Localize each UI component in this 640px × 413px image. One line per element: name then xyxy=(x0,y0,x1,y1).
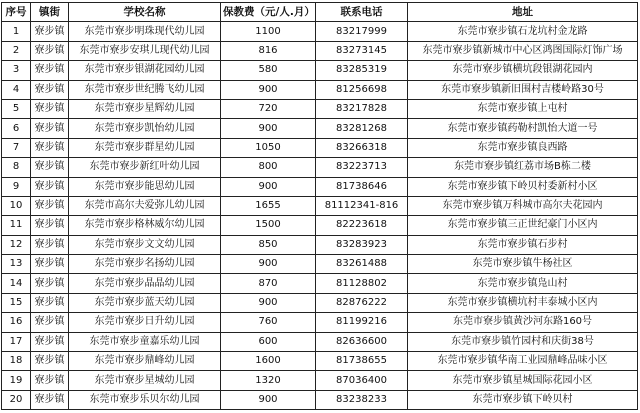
cell-index: 20 xyxy=(2,390,31,409)
table-row xyxy=(2,235,638,254)
cell-phone: 83217828 xyxy=(316,99,408,118)
cell-school-name: 东莞市寮步安琪儿现代幼儿园 xyxy=(69,41,221,60)
cell-address: 东莞市寮步镇下岭贝村委新村小区 xyxy=(408,177,638,196)
cell-address: 东莞市寮步镇横坑村丰泰城小区内 xyxy=(408,293,638,312)
table-row xyxy=(2,196,638,215)
table-row xyxy=(2,313,638,332)
cell-town: 寮步镇 xyxy=(31,313,69,332)
cell-school-name: 东莞市寮步新红叶幼儿园 xyxy=(69,158,221,177)
cell-school-name: 东莞市寮步星城幼儿园 xyxy=(69,371,221,390)
cell-address: 东莞市寮步镇黄沙河东路160号 xyxy=(408,313,638,332)
cell-school-name: 东莞市寮步文文幼儿园 xyxy=(69,235,221,254)
kindergarten-fee-table xyxy=(1,2,638,410)
cell-school-name: 东莞市寮步日升幼儿园 xyxy=(69,313,221,332)
cell-school-name: 东莞市寮步群星幼儿园 xyxy=(69,138,221,157)
cell-town: 寮步镇 xyxy=(31,158,69,177)
cell-fee: 600 xyxy=(221,332,316,351)
cell-index: 12 xyxy=(2,235,31,254)
cell-index: 10 xyxy=(2,196,31,215)
cell-fee: 1320 xyxy=(221,371,316,390)
cell-index: 15 xyxy=(2,293,31,312)
cell-town: 寮步镇 xyxy=(31,22,69,41)
cell-fee: 1600 xyxy=(221,352,316,371)
cell-town: 寮步镇 xyxy=(31,293,69,312)
cell-school-name: 东莞市寮步凯怡幼儿园 xyxy=(69,119,221,138)
table-row xyxy=(2,390,638,409)
cell-fee: 900 xyxy=(221,293,316,312)
table-row xyxy=(2,138,638,157)
cell-address: 东莞市寮步镇华南工业园鼎峰品味小区 xyxy=(408,352,638,371)
cell-fee: 1655 xyxy=(221,196,316,215)
cell-address: 东莞市寮步镇下岭贝村 xyxy=(408,390,638,409)
cell-school-name: 东莞市寮步蓝天幼儿园 xyxy=(69,293,221,312)
header-phone: 联系电话 xyxy=(316,3,408,22)
cell-school-name: 东莞市寮步鼎峰幼儿园 xyxy=(69,352,221,371)
table-row xyxy=(2,80,638,99)
cell-index: 8 xyxy=(2,158,31,177)
cell-school-name: 东莞市寮步世纪腾飞幼儿园 xyxy=(69,80,221,99)
cell-town: 寮步镇 xyxy=(31,235,69,254)
cell-fee: 850 xyxy=(221,235,316,254)
cell-phone: 81128802 xyxy=(316,274,408,293)
cell-address: 东莞市寮步镇红荔市场B栋二楼 xyxy=(408,158,638,177)
cell-address: 东莞市寮步镇新城市中心区鸿图国际灯饰广场 xyxy=(408,41,638,60)
cell-address: 东莞市寮步镇凫山村 xyxy=(408,274,638,293)
cell-school-name: 东莞市寮步乐贝尔幼儿园 xyxy=(69,390,221,409)
cell-address: 东莞市寮步镇三正世纪豪门小区内 xyxy=(408,216,638,235)
cell-school-name: 东莞市寮步星辉幼儿园 xyxy=(69,99,221,118)
cell-school-name: 东莞市寮步童嘉乐幼儿园 xyxy=(69,332,221,351)
cell-school-name: 东莞市寮步格林威尔幼儿园 xyxy=(69,216,221,235)
cell-town: 寮步镇 xyxy=(31,41,69,60)
cell-index: 5 xyxy=(2,99,31,118)
cell-phone: 81112341-816 xyxy=(316,196,408,215)
cell-index: 1 xyxy=(2,22,31,41)
cell-phone: 83273145 xyxy=(316,41,408,60)
cell-town: 寮步镇 xyxy=(31,138,69,157)
table-row xyxy=(2,274,638,293)
cell-fee: 760 xyxy=(221,313,316,332)
cell-index: 7 xyxy=(2,138,31,157)
cell-phone: 83217999 xyxy=(316,22,408,41)
table-row xyxy=(2,99,638,118)
table-row xyxy=(2,371,638,390)
cell-phone: 87036400 xyxy=(316,371,408,390)
table-row xyxy=(2,158,638,177)
cell-fee: 900 xyxy=(221,390,316,409)
table-row xyxy=(2,352,638,371)
cell-school-name: 东莞市寮步银湖花园幼儿园 xyxy=(69,61,221,80)
cell-fee: 1100 xyxy=(221,22,316,41)
table-row xyxy=(2,22,638,41)
cell-index: 3 xyxy=(2,61,31,80)
cell-fee: 580 xyxy=(221,61,316,80)
cell-phone: 83261488 xyxy=(316,255,408,274)
cell-phone: 82636600 xyxy=(316,332,408,351)
cell-index: 17 xyxy=(2,332,31,351)
cell-index: 11 xyxy=(2,216,31,235)
table-row xyxy=(2,293,638,312)
cell-index: 9 xyxy=(2,177,31,196)
cell-phone: 81738655 xyxy=(316,352,408,371)
cell-fee: 870 xyxy=(221,274,316,293)
cell-index: 18 xyxy=(2,352,31,371)
cell-address: 东莞市寮步镇药勒村凯怡大道一号 xyxy=(408,119,638,138)
cell-phone: 83238233 xyxy=(316,390,408,409)
cell-phone: 81738646 xyxy=(316,177,408,196)
cell-phone: 83266318 xyxy=(316,138,408,157)
cell-index: 16 xyxy=(2,313,31,332)
cell-town: 寮步镇 xyxy=(31,332,69,351)
cell-town: 寮步镇 xyxy=(31,371,69,390)
header-fee: 保教费（元/人.月） xyxy=(221,3,316,22)
cell-fee: 1050 xyxy=(221,138,316,157)
table-row xyxy=(2,332,638,351)
cell-phone: 81256698 xyxy=(316,80,408,99)
cell-town: 寮步镇 xyxy=(31,255,69,274)
cell-index: 14 xyxy=(2,274,31,293)
table-row xyxy=(2,119,638,138)
header-town: 镇街 xyxy=(31,3,69,22)
cell-fee: 720 xyxy=(221,99,316,118)
cell-town: 寮步镇 xyxy=(31,352,69,371)
cell-fee: 900 xyxy=(221,119,316,138)
cell-town: 寮步镇 xyxy=(31,216,69,235)
cell-phone: 83285319 xyxy=(316,61,408,80)
header-index: 序号 xyxy=(2,3,31,22)
cell-school-name: 东莞市高尔夫爱弥儿幼儿园 xyxy=(69,196,221,215)
cell-address: 东莞市寮步镇竹园村和庆街38号 xyxy=(408,332,638,351)
header-row xyxy=(2,3,638,22)
header-address: 地址 xyxy=(408,3,638,22)
cell-address: 东莞市寮步镇新旧围村吉楼岭路30号 xyxy=(408,80,638,99)
cell-school-name: 东莞市寮步明珠现代幼儿园 xyxy=(69,22,221,41)
cell-town: 寮步镇 xyxy=(31,80,69,99)
cell-index: 13 xyxy=(2,255,31,274)
cell-phone: 83281268 xyxy=(316,119,408,138)
cell-fee: 816 xyxy=(221,41,316,60)
cell-phone: 82223618 xyxy=(316,216,408,235)
cell-address: 东莞市寮步镇石步村 xyxy=(408,235,638,254)
cell-town: 寮步镇 xyxy=(31,177,69,196)
cell-phone: 83223713 xyxy=(316,158,408,177)
cell-fee: 1500 xyxy=(221,216,316,235)
header-school-name: 学校名称 xyxy=(69,3,221,22)
cell-town: 寮步镇 xyxy=(31,61,69,80)
cell-address: 东莞市寮步镇良西路 xyxy=(408,138,638,157)
cell-address: 东莞市寮步镇星城国际花园小区 xyxy=(408,371,638,390)
table-body xyxy=(2,22,638,410)
cell-index: 6 xyxy=(2,119,31,138)
table-row xyxy=(2,41,638,60)
cell-fee: 800 xyxy=(221,158,316,177)
cell-index: 2 xyxy=(2,41,31,60)
table-row xyxy=(2,216,638,235)
cell-address: 东莞市寮步镇牛杨社区 xyxy=(408,255,638,274)
cell-index: 19 xyxy=(2,371,31,390)
cell-address: 东莞市寮步镇横坑段银湖花园内 xyxy=(408,61,638,80)
cell-fee: 900 xyxy=(221,80,316,99)
cell-address: 东莞市寮步镇万科城市高尔夫花园内 xyxy=(408,196,638,215)
cell-school-name: 东莞市寮步能思幼儿园 xyxy=(69,177,221,196)
cell-address: 东莞市寮步镇上屯村 xyxy=(408,99,638,118)
cell-address: 东莞市寮步镇石龙坑村金龙路 xyxy=(408,22,638,41)
cell-town: 寮步镇 xyxy=(31,390,69,409)
cell-school-name: 东莞市寮步晶晶幼儿园 xyxy=(69,274,221,293)
cell-fee: 900 xyxy=(221,177,316,196)
table-row xyxy=(2,255,638,274)
cell-town: 寮步镇 xyxy=(31,274,69,293)
table-row xyxy=(2,177,638,196)
cell-phone: 81199216 xyxy=(316,313,408,332)
cell-town: 寮步镇 xyxy=(31,99,69,118)
cell-phone: 82876222 xyxy=(316,293,408,312)
cell-school-name: 东莞市寮步名扬幼儿园 xyxy=(69,255,221,274)
cell-phone: 83283923 xyxy=(316,235,408,254)
cell-town: 寮步镇 xyxy=(31,196,69,215)
cell-town: 寮步镇 xyxy=(31,119,69,138)
cell-index: 4 xyxy=(2,80,31,99)
cell-fee: 900 xyxy=(221,255,316,274)
table-row xyxy=(2,61,638,80)
